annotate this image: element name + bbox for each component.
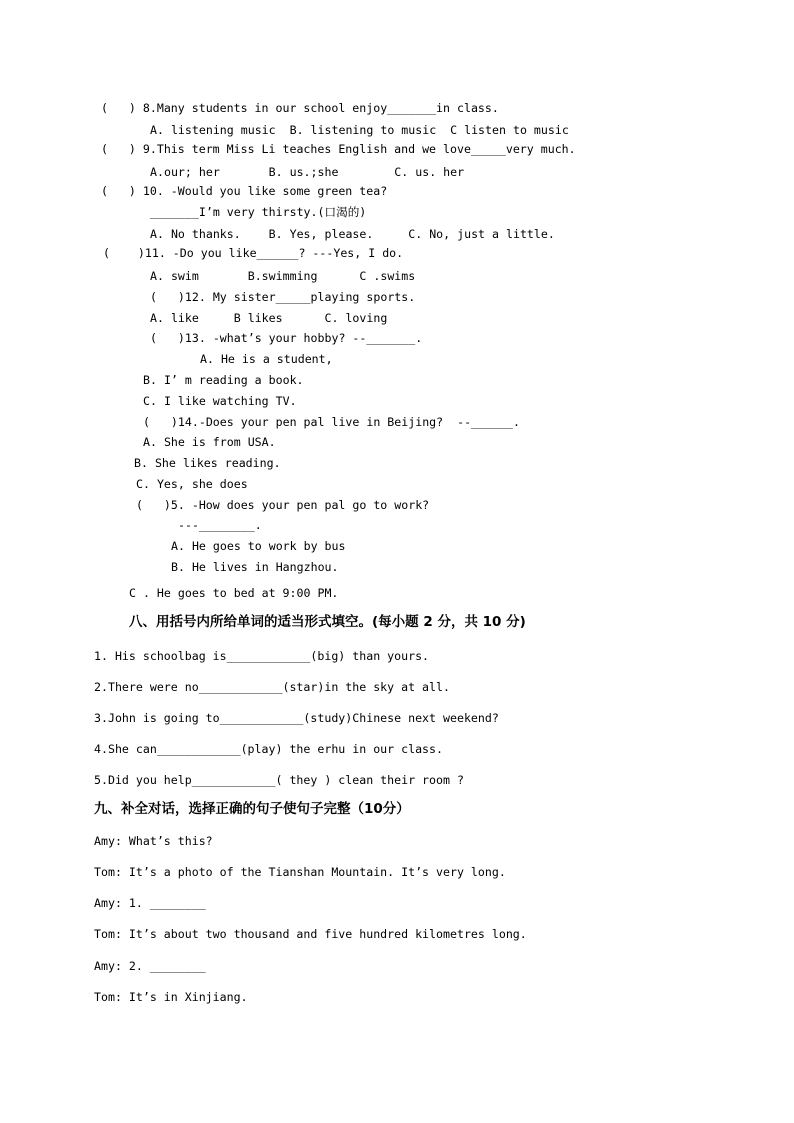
dialogue-line-5: Amy: 2. ________ bbox=[94, 959, 206, 973]
section-9-heading: 九、补全对话，选择正确的句子使句子完整（10分） bbox=[94, 801, 410, 817]
dialogue-line-1: Amy: What’s this? bbox=[94, 834, 213, 848]
question-15: ( )5. -How does your pen pal go to work? bbox=[136, 498, 430, 512]
question-14: ( )14.-Does your pen pal live in Beijing? --______. bbox=[143, 415, 520, 429]
question-14-option-c: C. Yes, she does bbox=[136, 477, 248, 491]
question-13-option-b: B. I’ m reading a book. bbox=[143, 373, 304, 387]
question-12-options: A. like B likes C. loving bbox=[150, 311, 388, 325]
question-10-options: A. No thanks. B. Yes, please. C. No, just a little. bbox=[150, 227, 555, 241]
fill-item-2: 2.There were no____________(star)in the sky at all. bbox=[94, 680, 450, 694]
fill-item-3: 3.John is going to____________(study)Chinese next weekend? bbox=[94, 711, 499, 725]
question-8: ( ) 8.Many students in our school enjoy_______in class. bbox=[101, 101, 499, 115]
dialogue-line-6: Tom: It’s in Xinjiang. bbox=[94, 990, 248, 1004]
fill-item-4: 4.She can____________(play) the erhu in our class. bbox=[94, 742, 444, 756]
question-13: ( )13. -what’s your hobby? --_______. bbox=[150, 331, 423, 345]
question-14-option-a: A. She is from USA. bbox=[143, 435, 276, 449]
question-15-option-b: B. He lives in Hangzhou. bbox=[171, 560, 339, 574]
question-15-option-c: C . He goes to bed at 9:00 PM. bbox=[129, 586, 339, 600]
dialogue-line-3: Amy: 1. ________ bbox=[94, 896, 206, 910]
question-11-options: A. swim B.swimming C .swims bbox=[150, 269, 416, 283]
question-9: ( ) 9.This term Miss Li teaches English and we love_____very much. bbox=[101, 142, 576, 156]
question-13-option-c: C. I like watching TV. bbox=[143, 394, 297, 408]
question-9-options: A.our; her B. us.;she C. us. her bbox=[150, 165, 465, 179]
question-15-line2: ---________. bbox=[178, 518, 262, 532]
question-14-option-b: B. She likes reading. bbox=[134, 456, 281, 470]
dialogue-line-2: Tom: It’s a photo of the Tianshan Mountain. It’s very long. bbox=[94, 865, 506, 879]
section-8-heading: 八、用括号内所给单词的适当形式填空。(每小题 2 分，共 10 分) bbox=[129, 614, 526, 630]
fill-item-5: 5.Did you help____________( they ) clean their room ? bbox=[94, 773, 464, 787]
question-11: ( )11. -Do you like______? ---Yes, I do. bbox=[103, 246, 404, 260]
question-13-option-a: A. He is a student, bbox=[200, 352, 333, 366]
question-12: ( )12. My sister_____playing sports. bbox=[150, 290, 416, 304]
question-8-options: A. listening music B. listening to music C listen to music bbox=[150, 123, 569, 137]
question-10-line2: _______I’m very thirsty.(口渴的) bbox=[150, 205, 367, 219]
fill-item-1: 1. His schoolbag is____________(big) than yours. bbox=[94, 649, 430, 663]
question-15-option-a: A. He goes to work by bus bbox=[171, 539, 346, 553]
dialogue-line-4: Tom: It’s about two thousand and five hundred kilometres long. bbox=[94, 927, 527, 941]
question-10: ( ) 10. -Would you like some green tea? bbox=[101, 184, 388, 198]
